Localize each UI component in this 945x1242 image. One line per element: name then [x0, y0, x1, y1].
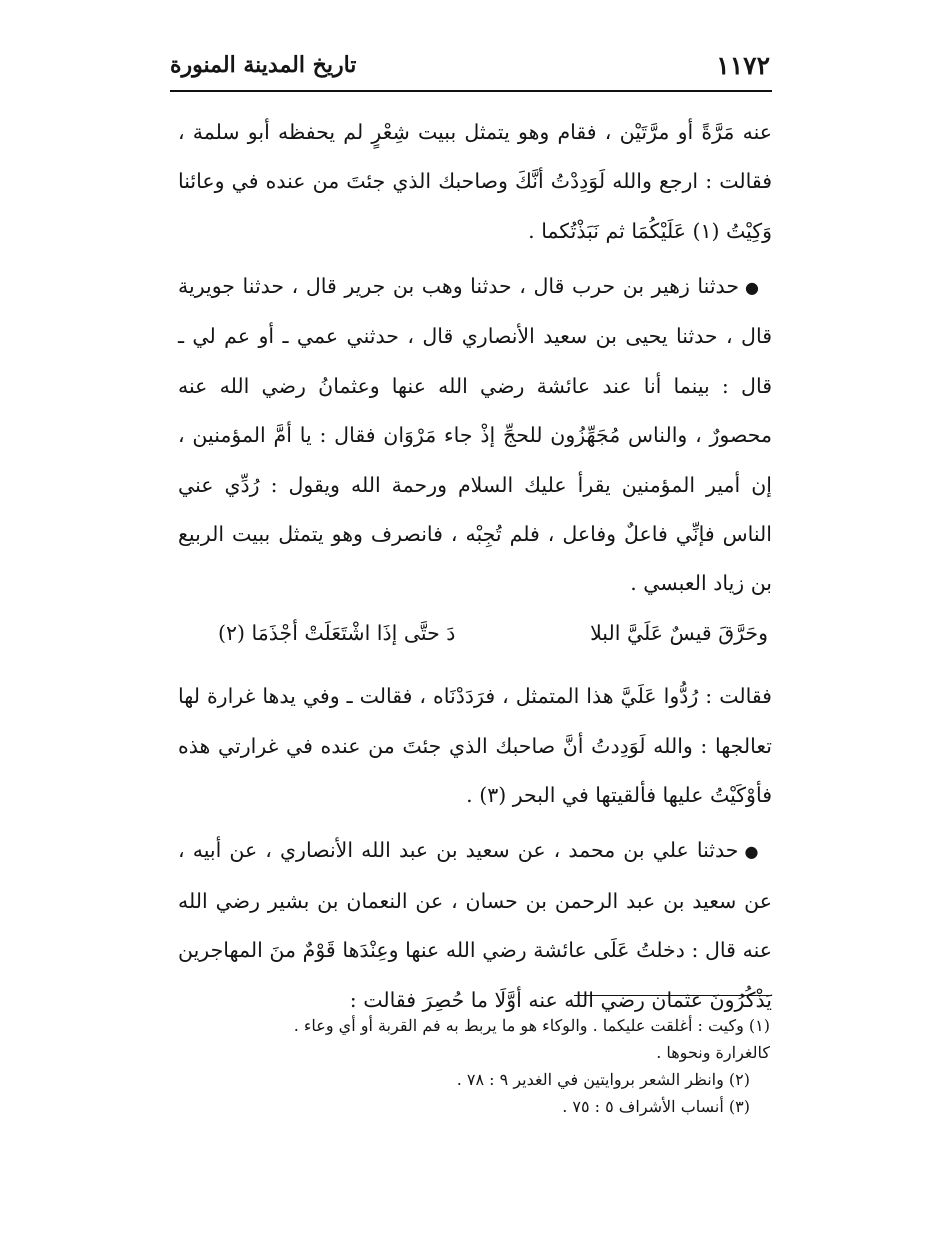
- paragraph-4-text: حدثنا علي بن محمد ، عن سعيد بن عبد الله الأنصاري ، عن أبيه ، عن سعيد بن عبد الرحمن بن حسان ، عن النعمان بن بشير رضي الله عنه قال : دخلتُ عَلَى عائشة رضي الله عنها وعِنْدَها قَوْمٌ منَ المهاجرين يَذْكُرُونَ عثمان رضي الله عنه أوَّلَا ما حُصِرَ فقالت :: [178, 838, 772, 1012]
- page-number: ١١٧٢: [716, 50, 770, 80]
- footnote-1: (١) وكيت : أغلقت عليكما . والوكاء هو ما يربط به فم القربة أو أي وعاء .: [293, 1016, 770, 1035]
- paragraph-3: فقالت : رُدُّوا عَلَيَّ هذا المتمثل ، فرَدَدْنَاه ، فقالت ـ وفي يدها غرارة لها تعالجها : والله لَوَدِدتُ أنَّ صاحبك الذي جئتَ من عنده في غرارتي هذه فأوْكَيْتُ عليها فألقيتها في البحر (٣) .: [178, 684, 772, 808]
- paragraph-1: عنه مَرَّةً أو مرَّتَيْن ، فقام وهو يتمثل ببيت شِعْرٍ لم يحفظه أبو سلمة ، فقالت : ارجع والله لَوَدِدْتُ أنَّكَ وصاحبك الذي جئتَ من عنده في وعائنا وَكِيْتُ (١) عَلَيْكُمَا ثم نَبَذْتُكما .: [178, 120, 772, 243]
- footnote-3: (٣) أنساب الأشراف ٥ : ٧٥ .: [562, 1097, 750, 1116]
- paragraph-2: [178, 262, 772, 609]
- footnote-1-continued: كالغرارة ونحوها .: [656, 1043, 770, 1062]
- running-title: تاريخ المدينة المنورة: [170, 52, 357, 78]
- footnotes: [178, 1012, 770, 1120]
- bullet-dot-icon: ●: [745, 278, 761, 298]
- verse-first-hemistich: وحَرَّقَ قيسٌ عَلَيَّ البلا: [590, 620, 768, 645]
- poetry-verse: [178, 609, 772, 658]
- paragraph-2-text: حدثنا زهير بن حرب قال ، حدثنا وهب بن جرير قال ، حدثنا جويرية قال ، حدثنا يحيى بن سعيد الأنصاري قال ، حدثني عمي ـ أو عم لي ـ قال : بينما أنا عند عائشة رضي الله عنها وعثمانُ رضي الله عنه محصورٌ ، والناس مُجَهِّزُون للحجِّ إذْ جاء مَرْوَان فقال : يا أمَّ المؤمنين ، إن أمير المؤمنين يقرأ عليك السلام ورحمة الله ويقول : رُدِّي عني الناس فإنِّي فاعلٌ وفاعل ، فلم تُجِبْه ، فانصرف وهو يتمثل ببيت الربيع بن زياد العبسي .: [178, 274, 772, 596]
- footnote-rule: [574, 995, 772, 996]
- header-rule: [170, 90, 772, 92]
- verse-second-hemistich: دَ حتَّى إذَا اشْتَعَلَتْ أجْذَمَا (٢): [218, 620, 456, 645]
- footnote-2: (٢) وانظر الشعر بروايتين في الغدير ٩ : ٧٨ .: [456, 1070, 750, 1089]
- page-header: [170, 44, 770, 86]
- main-text: [178, 108, 772, 1025]
- bullet-dot-icon: ●: [744, 842, 760, 862]
